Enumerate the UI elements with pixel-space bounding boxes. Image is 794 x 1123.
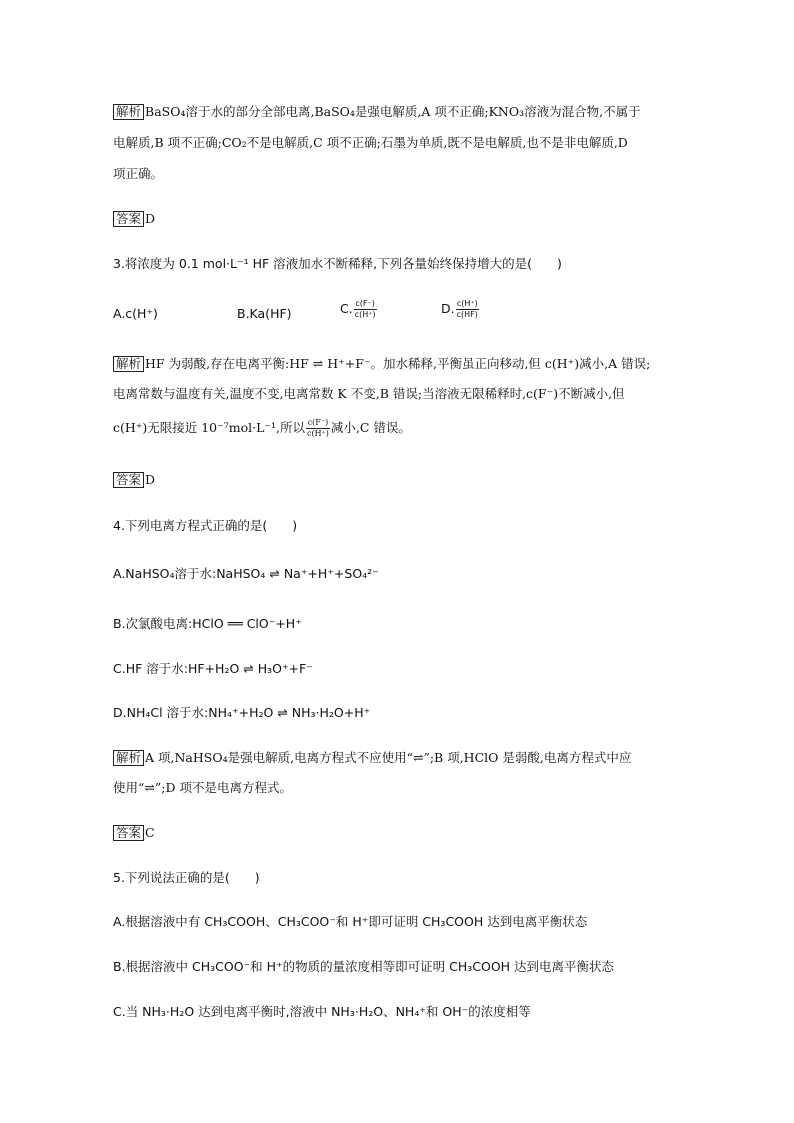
analysis-3-line-3: c(H⁺)无限接近 10⁻⁷mol·L⁻¹,所以 $\frac{c(F^-)}{c(H^+)}$ 减小,C 错误。 [113,418,411,438]
analysis-3-line-2: 电离常数与温度有关,温度不变,电离常数 K 不变,B 错误;当溶液无限稀释时,c(F⁻)不断减小,但 [113,386,625,401]
analysis-label: 解析 [113,104,144,120]
answer-value: D [145,472,156,487]
question-4-stem: 4.下列电离方程式正确的是( ) [113,518,298,533]
question-5-stem: 5.下列说法正确的是( ) [113,870,260,885]
analysis-1-line-2: 电解质,B 项不正确;CO₂不是电解质,C 项不正确;石墨为单质,既不是电解质,也不是非电解质,D [113,135,628,150]
analysis-1-line-3: 项正确。 [113,166,164,181]
analysis-4-line-2: 使用“⇌”;D 项不是电离方程式。 [113,780,292,795]
q3-option-b: B.Ka(HF) [237,306,292,321]
answer-label: 答案 [113,211,144,227]
q3-option-a: A.c(H⁺) [113,306,158,321]
fraction: $\frac{c(F^-)}{c(H^+)}$ [306,418,329,438]
question-3-stem: 3.将浓度为 0.1 mol·L⁻¹ HF 溶液加水不断稀释,下列各量始终保持增大的是( ) [113,256,562,271]
q3-option-c: C. $\frac{c(F^-)}{c(H^+)}$ [340,299,376,319]
fraction: $\frac{c(H^+)}{c(HF)}$ [456,299,478,319]
q4-option-a: A.NaHSO₄溶于水:NaHSO₄ ⇌ Na⁺+H⁺+SO₄²⁻ [113,566,379,581]
q4-option-d: D.NH₄Cl 溶于水:NH₄⁺+H₂O ⇌ NH₃·H₂O+H⁺ [113,705,371,720]
answer-label: 答案 [113,472,144,488]
answer-value: D [145,211,156,226]
q4-option-c: C.HF 溶于水:HF+H₂O ⇌ H₃O⁺+F⁻ [113,661,313,676]
analysis-4-line-1: 解析 A 项,NaHSO₄是强电解质,电离方程式不应使用“⇌”;B 项,HClO 是弱酸,电离方程式中应 [113,750,631,766]
answer-4 [113,825,155,841]
fraction: $\frac{c(F^-)}{c(H^+)}$ [354,299,376,319]
answer-label: 答案 [113,825,144,841]
q5-option-a: A.根据溶液中有 CH₃COOH、CH₃COO⁻和 H⁺即可证明 CH₃COOH 达到电离平衡状态 [113,914,588,929]
answer-1 [113,211,155,227]
q3-option-d: D. $\frac{c(H^+)}{c(HF)}$ [441,299,478,319]
q5-option-c: C.当 NH₃·H₂O 达到电离平衡时,溶液中 NH₃·H₂O、NH₄⁺和 OH⁻的浓度相等 [113,1004,531,1019]
analysis-label: 解析 [113,356,144,372]
answer-value: C [145,825,155,840]
analysis-3-line-1: 解析 HF 为弱酸,存在电离平衡:HF ⇌ H⁺+F⁻。加水稀释,平衡虽正向移动,但 c(H⁺)减小,A 错误; [113,356,650,372]
analysis-label: 解析 [113,750,144,766]
analysis-1-line-1: 解析 BaSO₄溶于水的部分全部电离,BaSO₄是强电解质,A 项不正确;KNO₃溶液为混合物,不属于 [113,104,641,120]
q4-option-b: B.次氯酸电离:HClO ══ ClO⁻+H⁺ [113,616,302,631]
q5-option-b: B.根据溶液中 CH₃COO⁻和 H⁺的物质的量浓度相等即可证明 CH₃COOH 达到电离平衡状态 [113,959,615,974]
answer-3 [113,472,155,488]
